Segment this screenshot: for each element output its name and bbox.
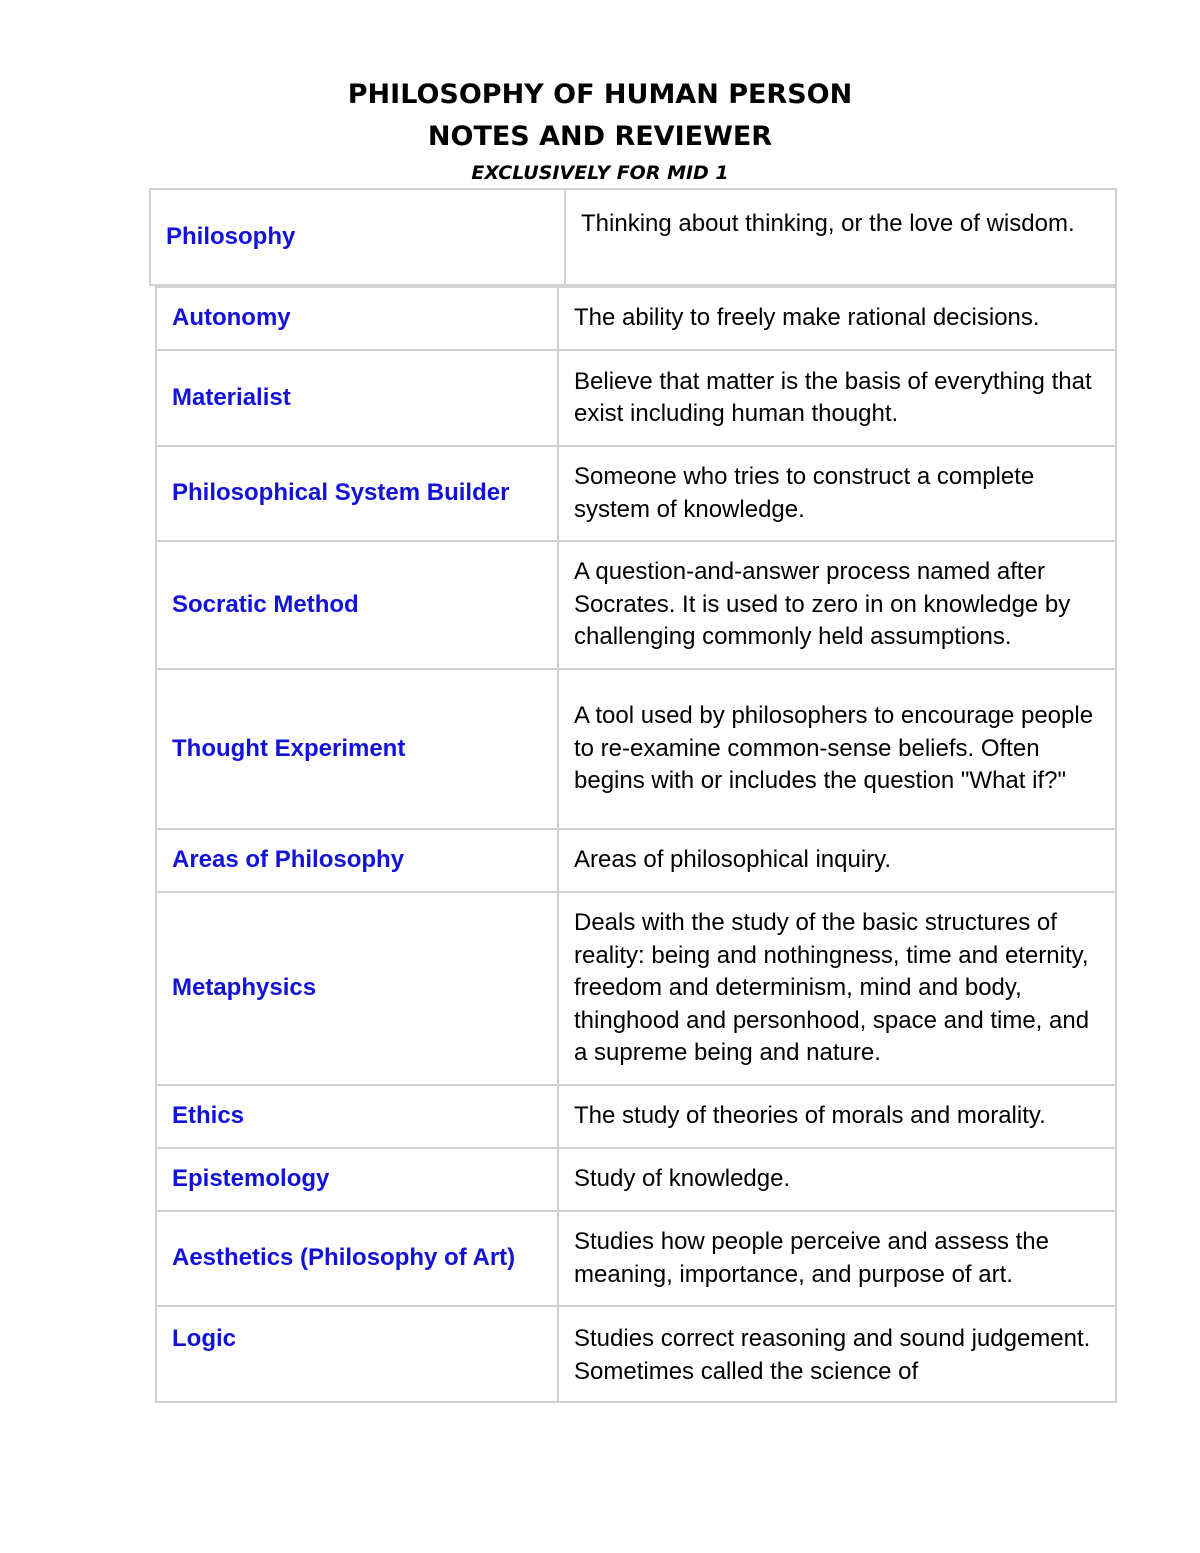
table-row — [156, 446, 1116, 541]
definition-table-first-row — [149, 188, 1117, 286]
term-cell: Logic — [156, 1306, 558, 1402]
term-cell: Philosophical System Builder — [156, 446, 558, 541]
document-title-line-1: PHILOSOPHY OF HUMAN PERSON — [347, 79, 853, 110]
definition-cell: Studies how people perceive and assess the meaning, importance, and purpose of art. — [558, 1211, 1116, 1306]
term-cell: Areas of Philosophy — [156, 829, 558, 892]
table-row — [156, 1211, 1116, 1306]
table-row — [156, 892, 1116, 1085]
definition-cell: The study of theories of morals and morality. — [558, 1085, 1116, 1148]
term-cell: Philosophy — [150, 189, 565, 285]
definition-cell: Study of knowledge. — [558, 1148, 1116, 1211]
term-cell: Autonomy — [156, 287, 558, 350]
table-row — [156, 829, 1116, 892]
term-cell: Socratic Method — [156, 541, 558, 669]
term-cell: Aesthetics (Philosophy of Art) — [156, 1211, 558, 1306]
term-cell: Materialist — [156, 350, 558, 446]
table-row — [156, 1306, 1116, 1402]
table-row — [156, 287, 1116, 350]
document-title-line-2: NOTES AND REVIEWER — [427, 121, 773, 152]
definition-cell: Deals with the study of the basic structures of reality: being and nothingness, time and eternity, freedom and determinism, mind and body, thinghood and personhood, space and time, and a supreme being and nature. — [558, 892, 1116, 1085]
table-row — [156, 1085, 1116, 1148]
table-row — [156, 350, 1116, 446]
table-row — [150, 189, 1116, 285]
document-header — [0, 74, 1200, 188]
definition-cell: A tool used by philosophers to encourage people to re-examine common-sense beliefs. Often begins with or includes the question "What if?" — [558, 669, 1116, 829]
term-cell: Metaphysics — [156, 892, 558, 1085]
definition-cell: The ability to freely make rational decisions. — [558, 287, 1116, 350]
definition-table — [155, 286, 1117, 1403]
definition-cell: Thinking about thinking, or the love of wisdom. — [565, 189, 1116, 285]
definition-cell: Believe that matter is the basis of everything that exist including human thought. — [558, 350, 1116, 446]
table-row — [156, 1148, 1116, 1211]
term-cell: Ethics — [156, 1085, 558, 1148]
definition-cell: Studies correct reasoning and sound judgement. Sometimes called the science of — [558, 1306, 1116, 1402]
table-row — [156, 541, 1116, 669]
definition-cell: Areas of philosophical inquiry. — [558, 829, 1116, 892]
table-row — [156, 669, 1116, 829]
document-subtitle: EXCLUSIVELY FOR MID 1 — [471, 162, 729, 184]
definition-cell: A question-and-answer process named after Socrates. It is used to zero in on knowledge by challenging commonly held assumptions. — [558, 541, 1116, 669]
term-cell: Epistemology — [156, 1148, 558, 1211]
definition-cell: Someone who tries to construct a complete system of knowledge. — [558, 446, 1116, 541]
term-cell: Thought Experiment — [156, 669, 558, 829]
